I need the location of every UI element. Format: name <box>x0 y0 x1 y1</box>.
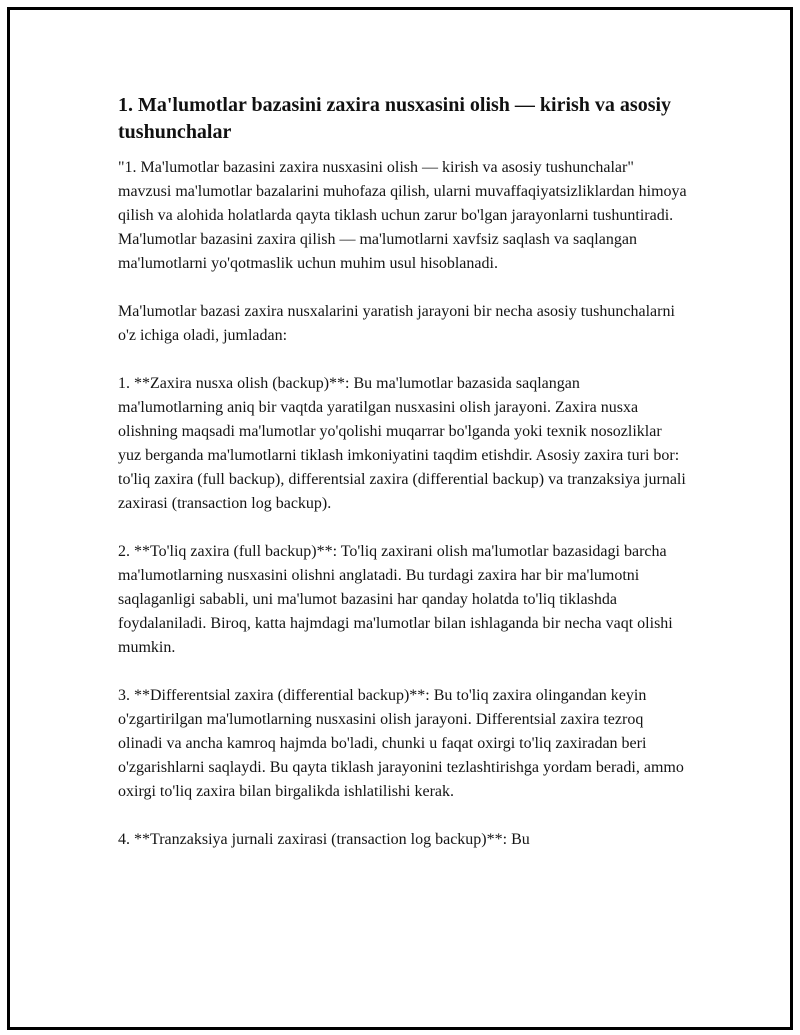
paragraph-full-backup: 2. **To'liq zaxira (full backup)**: To'liq zaxirani olish ma'lumotlar bazasidagi barcha ma'lumotlarning nusxasini olishni anglatadi. Bu turdagi zaxira har bir ma'lumotni saqlaganligi sababli, uni ma'lumot bazasini har qanday holatda to'liq tiklashda foydalaniladi. Biroq, katta hajmdagi ma'lumotlar bilan ishlaganda bir necha vaqt olishi mumkin. <box>118 543 673 656</box>
document-title: 1. Ma'lumotlar bazasini zaxira nusxasini olish — kirish va asosiy tushunchalar <box>118 94 672 143</box>
paragraph-differential-backup: 3. **Differentsial zaxira (differential backup)**: Bu to'liq zaxira olingandan keyin o'zgartirilgan ma'lumotlarning nusxasini olish jarayoni. Differentsial zaxira tezroq olinadi va ancha kamroq hajmda bo'ladi, chunki u faqat oxirgi to'liq zaxiradan beri o'zgarishlarni saqlaydi. Bu qayta tiklash jarayonini tezlashtirishga yordam beradi, ammo oxirgi to'liq zaxira bilan birgalikda ishlatilishi kerak. <box>118 687 684 800</box>
paragraph-concepts-lead: Ma'lumotlar bazasi zaxira nusxalarini yaratish jarayoni bir necha asosiy tushunchalarni o'z ichiga oladi, jumladan: <box>118 303 675 344</box>
paragraph-backup: 1. **Zaxira nusxa olish (backup)**: Bu ma'lumotlar bazasida saqlangan ma'lumotlarning aniq bir vaqtda yaratilgan nusxasini olish jarayoni. Zaxira nusxa olishning maqsadi ma'lumotlar yo'qolishi muqarrar bo'lganda yoki texnik nosozliklar yuz berganda ma'lumotlarni tiklash imkoniyatini taqdim etishdir. Asosiy zaxira turi bor: to'liq zaxira (full backup), differentsial zaxira (differential backup) va tranzaksiya jurnali zaxirasi (transaction log backup). <box>118 375 686 512</box>
paragraph-transaction-log-backup: 4. **Tranzaksiya jurnali zaxirasi (transaction log backup)**: Bu <box>118 831 530 848</box>
paragraph-intro: "1. Ma'lumotlar bazasini zaxira nusxasini olish — kirish va asosiy tushunchalar" mavzusi ma'lumotlar bazalarini muhofaza qilish, ularni muvaffaqiyatsizliklardan himoya qilish va alohida holatlarda qayta tiklash uchun zarur bo'lgan jarayonlarni tushuntiradi. Ma'lumotlar bazasini zaxira qilish — ma'lumotlarni xavfsiz saqlash va saqlangan ma'lumotlarni yo'qotmaslik uchun muhim usul hisoblanadi. <box>118 159 687 272</box>
document-body <box>118 92 688 876</box>
